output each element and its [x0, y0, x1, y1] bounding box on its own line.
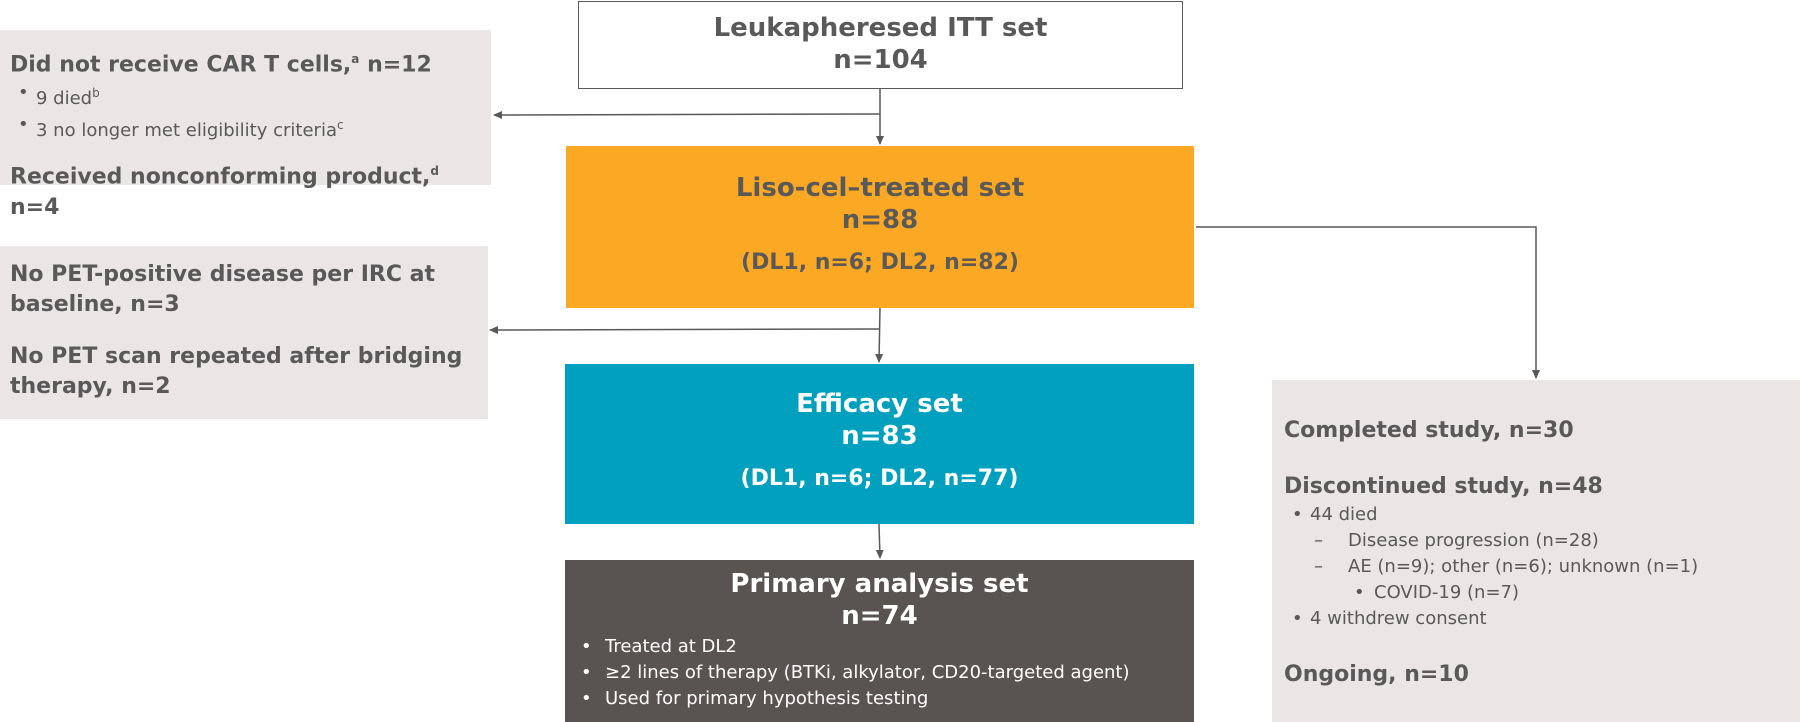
arrow-treated-to-efficacy	[879, 308, 880, 362]
bullet-withdrew: • 4 withdrew consent	[1284, 606, 1788, 632]
excluded-box-2	[0, 246, 488, 419]
primary-bullet-dl2: • Treated at DL2	[565, 634, 1194, 660]
not-received-car-t: Did not receive CAR T cells,$^a$ n=12	[10, 52, 432, 78]
arrow-to-excluded-1	[494, 114, 880, 115]
primary-analysis-set-box	[565, 560, 1194, 722]
primary-n: n=74	[841, 601, 918, 631]
nonconforming-product: Received nonconforming product,$^d$ n=4	[10, 164, 439, 220]
primary-title: Primary analysis set	[730, 569, 1029, 599]
efficacy-title: Efficacy set	[796, 389, 963, 419]
ongoing: Ongoing, n=10	[1284, 662, 1469, 687]
treated-title: Liso-cel–treated set	[735, 173, 1025, 203]
treated-detail: (DL1, n=6; DL2, n=82)	[741, 250, 1019, 275]
arrow-treated-to-status	[1196, 227, 1536, 378]
itt-set-box	[578, 1, 1183, 89]
no-pet-positive: No PET-positive disease per IRC at baseline, n=3	[10, 262, 436, 317]
excluded-box-1	[0, 30, 491, 220]
discontinued-study: Discontinued study, n=48	[1284, 474, 1603, 499]
treated-n: n=88	[841, 205, 919, 235]
efficacy-detail: (DL1, n=6; DL2, n=77)	[740, 466, 1019, 491]
treated-set-box	[566, 146, 1194, 308]
efficacy-n: n=83	[841, 421, 918, 451]
dash-other-causes: – AE (n=9); other (n=6); unknown (n=1)	[1284, 554, 1788, 580]
study-status-box	[1272, 380, 1800, 722]
bullet-eligibility: • 3 no longer met eligibility criteria$^c$	[10, 112, 481, 144]
itt-n: n=104	[833, 45, 928, 75]
primary-bullet-hypothesis: • Used for primary hypothesis testing	[565, 686, 1194, 712]
no-pet-repeated: No PET scan repeated after bridging therapy, n=2	[10, 344, 463, 399]
efficacy-set-box	[565, 364, 1194, 524]
itt-title: Leukapheresed ITT set	[713, 13, 1048, 43]
bullet-44-died: • 44 died	[1284, 502, 1788, 528]
completed-study: Completed study, n=30	[1284, 418, 1574, 443]
dash-progression: – Disease progression (n=28)	[1284, 528, 1788, 554]
arrow-efficacy-to-primary	[879, 524, 880, 558]
bullet-covid: • COVID-19 (n=7)	[1284, 580, 1788, 606]
arrow-to-excluded-2	[490, 329, 880, 330]
primary-bullet-lines: • ≥2 lines of therapy (BTKi, alkylator, CD20-targeted agent)	[565, 660, 1194, 686]
bullet-died: • 9 died$^b$	[10, 80, 481, 112]
